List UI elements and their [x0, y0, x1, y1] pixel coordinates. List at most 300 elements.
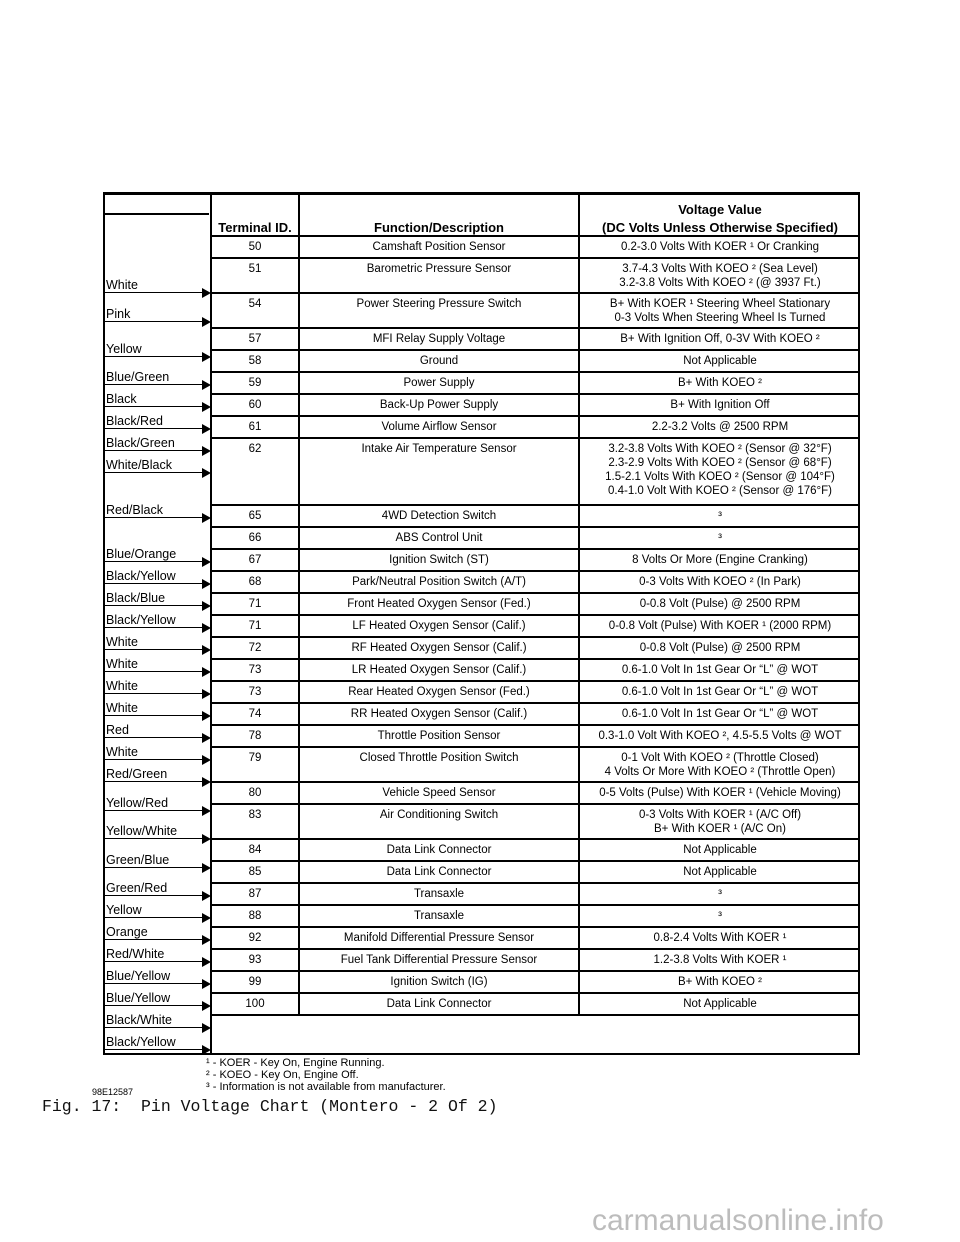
terminal-id-cell [212, 594, 300, 614]
terminal-id-cell [212, 506, 300, 526]
table-row [212, 351, 860, 373]
wire-color-lead [105, 409, 211, 429]
table-row [212, 594, 860, 616]
function-cell [300, 682, 580, 702]
function-cell [300, 373, 580, 393]
terminal-id-cell [212, 805, 300, 838]
table-row [212, 329, 860, 351]
terminal-id: 74 [248, 708, 262, 720]
function-cell [300, 862, 580, 882]
voltage-value-line: B+ With KOEO ² [677, 377, 763, 389]
figure-code: 98E12587 [92, 1087, 134, 1097]
terminal-id: 99 [248, 976, 262, 988]
table-row [212, 550, 860, 572]
arrow-right-icon [202, 317, 211, 327]
table-row [212, 748, 860, 783]
terminal-id-cell [212, 862, 300, 882]
function-description: Throttle Position Sensor [377, 730, 501, 742]
wire-line [105, 737, 203, 739]
table-row [212, 783, 860, 805]
function-description: Ground [419, 355, 459, 367]
voltage-cell [580, 906, 860, 926]
wire-color-lead [105, 498, 211, 518]
wire-line [105, 939, 203, 941]
wire-color-lead [105, 431, 211, 451]
function-cell [300, 616, 580, 636]
terminal-id-cell [212, 395, 300, 415]
wire-line [105, 583, 203, 585]
wire-color-label: Black/Blue [106, 591, 166, 605]
table-row [212, 506, 860, 528]
function-description: Power Steering Pressure Switch [356, 298, 522, 310]
wire-line [105, 693, 203, 695]
pin-voltage-table [210, 192, 860, 1055]
function-description: Camshaft Position Sensor [372, 241, 506, 253]
arrow-right-icon [202, 834, 211, 844]
voltage-cell [580, 417, 860, 437]
wire-color-lead [105, 652, 211, 672]
header-function: Function/Description [300, 192, 580, 237]
terminal-id: 80 [248, 787, 262, 799]
voltage-value-line: 0.3-1.0 Volt With KOEO ², 4.5-5.5 Volts @ WOT [598, 730, 842, 742]
terminal-id-cell [212, 439, 300, 504]
voltage-cell [580, 237, 860, 257]
table-row [212, 616, 860, 638]
function-description: Back-Up Power Supply [379, 399, 499, 411]
wire-color-lead [105, 762, 211, 782]
terminal-id-cell [212, 351, 300, 371]
table-row [212, 373, 860, 395]
function-cell [300, 259, 580, 292]
wire-line [105, 810, 203, 812]
wire-line [105, 292, 203, 294]
terminal-id-cell [212, 417, 300, 437]
function-cell [300, 572, 580, 592]
voltage-cell [580, 616, 860, 636]
voltage-value-line: 1.2-3.8 Volts With KOER ¹ [653, 954, 787, 966]
function-description: 4WD Detection Switch [381, 510, 497, 522]
wire-color-label: Blue/Orange [106, 547, 177, 561]
terminal-id: 83 [248, 809, 262, 821]
voltage-cell [580, 682, 860, 702]
wire-color-lead [105, 876, 211, 896]
function-cell [300, 351, 580, 371]
function-description: Vehicle Speed Sensor [382, 787, 496, 799]
function-description: Fuel Tank Differential Pressure Sensor [340, 954, 538, 966]
wire-color-label: Yellow [106, 342, 142, 356]
wire-color-label: White [106, 745, 138, 759]
function-cell [300, 726, 580, 746]
function-cell [300, 928, 580, 948]
voltage-value-line: 0-0.8 Volt (Pulse) With KOER ¹ (2000 RPM) [608, 620, 832, 632]
function-description: LF Heated Oxygen Sensor (Calif.) [352, 620, 526, 632]
arrow-right-icon [202, 468, 211, 478]
wire-color-lead [105, 819, 211, 839]
wire-color-label: White [106, 679, 138, 693]
wire-color-label: Black/Yellow [106, 613, 176, 627]
voltage-value-line: 0-3 Volts When Steering Wheel Is Turned [614, 312, 826, 324]
voltage-cell [580, 259, 860, 292]
arrow-right-icon [202, 288, 211, 298]
figure-caption: Fig. 17: Pin Voltage Chart (Montero - 2 Of 2) [42, 1097, 498, 1116]
voltage-value-line: Not Applicable [683, 866, 757, 878]
voltage-value-line: 0-0.8 Volt (Pulse) @ 2500 RPM [639, 598, 801, 610]
wire-color-label: Green/Red [106, 881, 168, 895]
voltage-value-line: 3.7-4.3 Volts With KOEO ² (Sea Level) [622, 263, 818, 275]
terminal-id: 59 [248, 377, 262, 389]
wire-line [105, 384, 203, 386]
wire-color-label: White [106, 657, 138, 671]
table-row [212, 259, 860, 294]
terminal-id-cell [212, 259, 300, 292]
function-cell [300, 660, 580, 680]
wire-line [105, 450, 203, 452]
wire-color-label: Green/Blue [106, 853, 170, 867]
wire-color-label: Black [106, 392, 137, 406]
wire-color-label: Red [106, 723, 129, 737]
function-description: ABS Control Unit [395, 532, 483, 544]
wire-color-lead [105, 337, 211, 357]
arrow-right-icon [202, 806, 211, 816]
voltage-value-line: ³ [718, 532, 722, 544]
voltage-cell [580, 783, 860, 803]
voltage-value-line: ³ [718, 510, 722, 522]
voltage-value-line: 0.6-1.0 Volt In 1st Gear Or “L” @ WOT [621, 708, 819, 720]
function-description: Ignition Switch (IG) [390, 976, 488, 988]
wire-color-lead [105, 302, 211, 322]
header-terminal-id: Terminal ID. [212, 192, 300, 237]
terminal-id-cell [212, 572, 300, 592]
wire-color-label: White [106, 635, 138, 649]
voltage-cell [580, 395, 860, 415]
function-cell [300, 840, 580, 860]
wire-line [105, 561, 203, 563]
terminal-id-cell [212, 994, 300, 1014]
terminal-id: 73 [248, 664, 262, 676]
function-description: Park/Neutral Position Switch (A/T) [352, 576, 526, 588]
wire-color-label: Black/Yellow [106, 1035, 176, 1049]
function-description: Barometric Pressure Sensor [366, 263, 512, 275]
voltage-value-line: 0.4-1.0 Volt With KOEO ² (Sensor @ 176°F) [608, 485, 832, 497]
terminal-id: 92 [248, 932, 262, 944]
terminal-id: 68 [248, 576, 262, 588]
voltage-cell [580, 660, 860, 680]
table-row [212, 884, 860, 906]
voltage-value-line: Not Applicable [683, 355, 757, 367]
terminal-id: 72 [248, 642, 262, 654]
terminal-id-cell [212, 928, 300, 948]
voltage-value-line: B+ With Ignition Off, 0-3V With KOEO ² [620, 333, 820, 345]
wire-color-lead [105, 674, 211, 694]
wire-line [105, 406, 203, 408]
table-row [212, 994, 860, 1016]
terminal-id-cell [212, 906, 300, 926]
voltage-value-line: 0-5 Volts (Pulse) With KOER ¹ (Vehicle Moving) [599, 787, 841, 799]
wire-color-lead [105, 740, 211, 760]
table-row [212, 439, 860, 506]
terminal-id-cell [212, 550, 300, 570]
terminal-id: 58 [248, 355, 262, 367]
table-row [212, 638, 860, 660]
wire-color-lead [105, 964, 211, 984]
voltage-value-line: Not Applicable [683, 844, 757, 856]
function-cell [300, 550, 580, 570]
wire-color-label: Blue/Green [106, 370, 170, 384]
wire-color-lead [105, 942, 211, 962]
voltage-value-line: 1.5-2.1 Volts With KOEO ² (Sensor @ 104°F) [605, 471, 835, 483]
wire-color-lead [105, 791, 211, 811]
function-description: RF Heated Oxygen Sensor (Calif.) [351, 642, 527, 654]
table-row [212, 395, 860, 417]
function-cell [300, 329, 580, 349]
voltage-cell [580, 994, 860, 1014]
table-row [212, 906, 860, 928]
voltage-cell [580, 840, 860, 860]
function-cell [300, 884, 580, 904]
wire-line [105, 356, 203, 358]
table-row [212, 682, 860, 704]
wire-color-label: White [106, 278, 138, 292]
function-cell [300, 950, 580, 970]
voltage-cell [580, 329, 860, 349]
function-cell [300, 704, 580, 724]
arrow-right-icon [202, 513, 211, 523]
function-cell [300, 783, 580, 803]
terminal-id: 57 [248, 333, 262, 345]
wire-line [105, 867, 203, 869]
wire-color-label: Black/Yellow [106, 569, 176, 583]
terminal-id-cell [212, 373, 300, 393]
terminal-id: 93 [248, 954, 262, 966]
terminal-id-cell [212, 682, 300, 702]
wire-line [105, 321, 203, 323]
wire-color-lead [105, 920, 211, 940]
wire-color-label: Pink [106, 307, 131, 321]
function-cell [300, 748, 580, 781]
function-description: Manifold Differential Pressure Sensor [343, 932, 535, 944]
table-row [212, 840, 860, 862]
function-description: Transaxle [413, 910, 465, 922]
wire-color-label: Black/Red [106, 414, 163, 428]
voltage-value-line: 0.8-2.4 Volts With KOER ¹ [653, 932, 787, 944]
terminal-id-cell [212, 950, 300, 970]
wire-line [105, 781, 203, 783]
wire-color-lead [105, 1030, 211, 1050]
function-cell [300, 395, 580, 415]
voltage-cell [580, 884, 860, 904]
terminal-id: 84 [248, 844, 262, 856]
voltage-cell [580, 506, 860, 526]
voltage-cell [580, 550, 860, 570]
terminal-id-cell [212, 660, 300, 680]
wire-color-label: Blue/Yellow [106, 991, 171, 1005]
wire-color-label: Black/Green [106, 436, 175, 450]
function-description: MFI Relay Supply Voltage [372, 333, 506, 345]
terminal-id: 66 [248, 532, 262, 544]
table-row [212, 862, 860, 884]
function-description: Rear Heated Oxygen Sensor (Fed.) [348, 686, 530, 698]
table-row [212, 572, 860, 594]
function-cell [300, 417, 580, 437]
terminal-id: 54 [248, 298, 262, 310]
terminal-id: 67 [248, 554, 262, 566]
terminal-id: 71 [248, 598, 262, 610]
wire-line [105, 1027, 203, 1029]
header-voltage: Voltage Value (DC Volts Unless Otherwise Specified) [580, 192, 860, 237]
wire-line [105, 1049, 203, 1051]
function-cell [300, 528, 580, 548]
terminal-id: 61 [248, 421, 262, 433]
function-description: Closed Throttle Position Switch [359, 752, 519, 764]
wire-color-label: Red/White [106, 947, 165, 961]
function-cell [300, 594, 580, 614]
voltage-value-line: 3.2-3.8 Volts With KOEO ² (@ 3937 Ft.) [619, 277, 821, 289]
function-cell [300, 972, 580, 992]
voltage-value-line: ³ [718, 888, 722, 900]
wire-color-label: White/Black [106, 458, 172, 472]
voltage-cell [580, 748, 860, 781]
voltage-cell [580, 528, 860, 548]
wire-column-top-line [105, 213, 209, 215]
wire-line [105, 605, 203, 607]
wire-color-lead [105, 630, 211, 650]
wire-color-lead [105, 848, 211, 868]
wire-line [105, 472, 203, 474]
terminal-id-cell [212, 237, 300, 257]
wire-line [105, 759, 203, 761]
terminal-id: 87 [248, 888, 262, 900]
function-cell [300, 237, 580, 257]
function-description: Power Supply [403, 377, 475, 389]
watermark: carmanualsonline.info [592, 1204, 884, 1237]
terminal-id-cell [212, 704, 300, 724]
wire-line [105, 961, 203, 963]
wire-line [105, 1005, 203, 1007]
terminal-id-cell [212, 329, 300, 349]
terminal-id-cell [212, 972, 300, 992]
footnotes [206, 1057, 446, 1093]
wire-color-label: Yellow [106, 903, 142, 917]
wire-color-label: Black/White [106, 1013, 172, 1027]
arrow-right-icon [202, 1045, 211, 1055]
voltage-value-line: 0-3 Volts With KOER ¹ (A/C Off) [638, 809, 802, 821]
wire-line [105, 983, 203, 985]
wire-color-label: Red/Green [106, 767, 168, 781]
voltage-cell [580, 294, 860, 327]
wire-line [105, 649, 203, 651]
arrow-right-icon [202, 352, 211, 362]
voltage-value-line: 0-0.8 Volt (Pulse) @ 2500 RPM [639, 642, 801, 654]
terminal-id-cell [212, 726, 300, 746]
footnote-2: ² - KOEO - Key On, Engine Off. [206, 1069, 359, 1081]
function-description: Front Heated Oxygen Sensor (Fed.) [347, 598, 531, 610]
voltage-value-line: 4 Volts Or More With KOEO ² (Throttle Open) [604, 766, 836, 778]
voltage-cell [580, 373, 860, 393]
terminal-id: 71 [248, 620, 262, 632]
voltage-value-line: ³ [718, 910, 722, 922]
voltage-cell [580, 439, 860, 504]
table-row [212, 660, 860, 682]
wire-color-lead [105, 453, 211, 473]
voltage-value-line: 8 Volts Or More (Engine Cranking) [632, 554, 808, 566]
table-row [212, 704, 860, 726]
table-row [212, 294, 860, 329]
voltage-cell [580, 805, 860, 838]
wire-color-lead [105, 387, 211, 407]
function-description: LR Heated Oxygen Sensor (Calif.) [351, 664, 527, 676]
function-cell [300, 994, 580, 1014]
wire-line [105, 627, 203, 629]
voltage-value-line: Not Applicable [683, 998, 757, 1010]
wire-line [105, 838, 203, 840]
function-description: Air Conditioning Switch [379, 809, 499, 821]
wire-line [105, 715, 203, 717]
terminal-id: 73 [248, 686, 262, 698]
voltage-cell [580, 704, 860, 724]
terminal-id-cell [212, 884, 300, 904]
terminal-id-cell [212, 294, 300, 327]
voltage-cell [580, 638, 860, 658]
table-row [212, 528, 860, 550]
wire-line [105, 895, 203, 897]
table-row [212, 805, 860, 840]
wire-color-lead [105, 608, 211, 628]
terminal-id: 100 [245, 998, 265, 1010]
table-row [212, 972, 860, 994]
function-cell [300, 506, 580, 526]
wire-color-lead [105, 273, 211, 293]
voltage-cell [580, 572, 860, 592]
voltage-value-line: 0.6-1.0 Volt In 1st Gear Or “L” @ WOT [621, 686, 819, 698]
terminal-id-cell [212, 840, 300, 860]
wire-color-lead [105, 586, 211, 606]
voltage-cell [580, 862, 860, 882]
wire-color-label: Yellow/Red [106, 796, 169, 810]
voltage-value-line: 2.3-2.9 Volts With KOEO ² (Sensor @ 68°F) [608, 457, 832, 469]
function-description: Data Link Connector [386, 998, 492, 1010]
terminal-id: 88 [248, 910, 262, 922]
footnote-1: ¹ - KOER - Key On, Engine Running. [206, 1057, 385, 1069]
function-cell [300, 638, 580, 658]
function-description: Intake Air Temperature Sensor [361, 443, 517, 455]
voltage-value-line: 0.6-1.0 Volt In 1st Gear Or “L” @ WOT [621, 664, 819, 676]
wire-color-lead [105, 1008, 211, 1028]
wire-line [105, 917, 203, 919]
wire-line [105, 428, 203, 430]
terminal-id: 78 [248, 730, 262, 742]
terminal-id: 85 [248, 866, 262, 878]
voltage-cell [580, 726, 860, 746]
wire-line [105, 671, 203, 673]
voltage-value-line: 3.2-3.8 Volts With KOEO ² (Sensor @ 32°F) [608, 443, 832, 455]
voltage-value-line: 0-3 Volts With KOEO ² (In Park) [639, 576, 801, 588]
function-description: Transaxle [413, 888, 465, 900]
table-row [212, 928, 860, 950]
function-cell [300, 805, 580, 838]
table-row [212, 950, 860, 972]
terminal-id: 62 [248, 443, 262, 455]
wire-color-lead [105, 542, 211, 562]
function-description: Ignition Switch (ST) [389, 554, 489, 566]
voltage-cell [580, 972, 860, 992]
function-description: Data Link Connector [386, 844, 492, 856]
arrow-right-icon [202, 777, 211, 787]
voltage-value-line: B+ With KOER ¹ (A/C On) [654, 823, 786, 835]
function-description: Data Link Connector [386, 866, 492, 878]
function-cell [300, 439, 580, 504]
terminal-id-cell [212, 783, 300, 803]
wire-color-label: Orange [106, 925, 148, 939]
